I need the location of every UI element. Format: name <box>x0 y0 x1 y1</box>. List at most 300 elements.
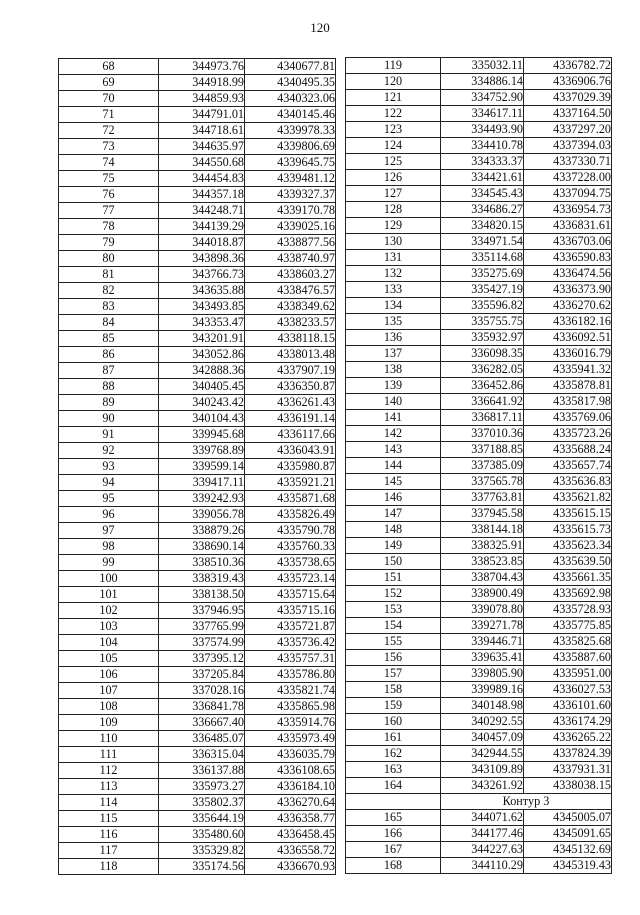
y-coordinate: 4335790.78 <box>245 523 336 539</box>
y-coordinate: 4335723.26 <box>524 426 612 442</box>
table-row <box>346 138 612 154</box>
table-row <box>59 731 336 747</box>
point-number: 131 <box>346 250 441 266</box>
table-row <box>346 762 612 778</box>
point-number: 145 <box>346 474 441 490</box>
point-number: 146 <box>346 490 441 506</box>
x-coordinate: 335275.69 <box>441 266 524 282</box>
table-row <box>59 459 336 475</box>
x-coordinate: 335644.19 <box>159 811 245 827</box>
y-coordinate: 4339327.37 <box>245 187 336 203</box>
point-number: 108 <box>59 699 159 715</box>
table-row <box>59 507 336 523</box>
table-row <box>346 362 612 378</box>
y-coordinate: 4337094.75 <box>524 186 612 202</box>
point-number: 95 <box>59 491 159 507</box>
table-row <box>59 427 336 443</box>
table-row <box>346 506 612 522</box>
x-coordinate: 338704.43 <box>441 570 524 586</box>
x-coordinate: 338510.36 <box>159 555 245 571</box>
table-row <box>346 234 612 250</box>
table-row <box>59 75 336 91</box>
point-number: 74 <box>59 155 159 171</box>
y-coordinate: 4339978.33 <box>245 123 336 139</box>
x-coordinate: 334421.61 <box>441 170 524 186</box>
x-coordinate: 339056.78 <box>159 507 245 523</box>
y-coordinate: 4337297.20 <box>524 122 612 138</box>
coordinates-table-right <box>345 57 612 874</box>
table-row <box>346 282 612 298</box>
y-coordinate: 4336184.10 <box>245 779 336 795</box>
point-number: 88 <box>59 379 159 395</box>
x-coordinate: 336485.07 <box>159 731 245 747</box>
point-number: 73 <box>59 139 159 155</box>
point-number: 96 <box>59 507 159 523</box>
table-row <box>59 827 336 843</box>
point-number: 71 <box>59 107 159 123</box>
table-row <box>346 682 612 698</box>
y-coordinate: 4340323.06 <box>245 91 336 107</box>
y-coordinate: 4336458.45 <box>245 827 336 843</box>
x-coordinate: 335755.75 <box>441 314 524 330</box>
x-coordinate: 335802.37 <box>159 795 245 811</box>
y-coordinate: 4335941.32 <box>524 362 612 378</box>
point-number: 79 <box>59 235 159 251</box>
point-number: 107 <box>59 683 159 699</box>
table-row <box>346 538 612 554</box>
table-row <box>346 58 612 74</box>
y-coordinate: 4336043.91 <box>245 443 336 459</box>
y-coordinate: 4345005.07 <box>524 810 612 826</box>
x-coordinate: 342888.36 <box>159 363 245 379</box>
table-row <box>346 314 612 330</box>
point-number: 168 <box>346 858 441 874</box>
point-number: 129 <box>346 218 441 234</box>
y-coordinate: 4345091.65 <box>524 826 612 842</box>
point-number: 77 <box>59 203 159 219</box>
table-row <box>346 842 612 858</box>
table-row <box>346 298 612 314</box>
y-coordinate: 4335621.82 <box>524 490 612 506</box>
x-coordinate: 344110.29 <box>441 858 524 874</box>
table-row <box>59 523 336 539</box>
table-row <box>59 571 336 587</box>
table-row <box>346 202 612 218</box>
x-coordinate: 340405.45 <box>159 379 245 395</box>
y-coordinate: 4335736.42 <box>245 635 336 651</box>
table-row <box>346 858 612 874</box>
table-row <box>59 171 336 187</box>
point-number: 97 <box>59 523 159 539</box>
y-coordinate: 4337330.71 <box>524 154 612 170</box>
x-coordinate: 344071.62 <box>441 810 524 826</box>
x-coordinate: 339599.14 <box>159 459 245 475</box>
x-coordinate: 339242.93 <box>159 491 245 507</box>
table-row <box>346 474 612 490</box>
table-row <box>59 539 336 555</box>
x-coordinate: 336098.35 <box>441 346 524 362</box>
table-row <box>59 651 336 667</box>
y-coordinate: 4335661.35 <box>524 570 612 586</box>
point-number: 89 <box>59 395 159 411</box>
contour-header-row <box>346 794 612 810</box>
y-coordinate: 4335760.33 <box>245 539 336 555</box>
point-number: 151 <box>346 570 441 586</box>
point-number: 117 <box>59 843 159 859</box>
point-number: 153 <box>346 602 441 618</box>
x-coordinate: 337010.36 <box>441 426 524 442</box>
x-coordinate: 342944.55 <box>441 746 524 762</box>
table-row <box>59 379 336 395</box>
point-number: 161 <box>346 730 441 746</box>
point-number: 103 <box>59 619 159 635</box>
table-row <box>59 747 336 763</box>
x-coordinate: 339989.16 <box>441 682 524 698</box>
x-coordinate: 334545.43 <box>441 186 524 202</box>
x-coordinate: 339417.11 <box>159 475 245 491</box>
y-coordinate: 4335623.34 <box>524 538 612 554</box>
y-coordinate: 4340145.46 <box>245 107 336 123</box>
y-coordinate: 4338349.62 <box>245 299 336 315</box>
point-number: 142 <box>346 426 441 442</box>
point-number: 70 <box>59 91 159 107</box>
point-number: 125 <box>346 154 441 170</box>
point-number: 130 <box>346 234 441 250</box>
y-coordinate: 4335688.24 <box>524 442 612 458</box>
y-coordinate: 4339170.78 <box>245 203 336 219</box>
x-coordinate: 338319.43 <box>159 571 245 587</box>
table-row <box>59 443 336 459</box>
x-coordinate: 334410.78 <box>441 138 524 154</box>
y-coordinate: 4336358.77 <box>245 811 336 827</box>
y-coordinate: 4336270.62 <box>524 298 612 314</box>
table-row <box>346 714 612 730</box>
coordinates-table-left <box>58 58 336 875</box>
x-coordinate: 343353.47 <box>159 315 245 331</box>
table-row <box>346 346 612 362</box>
x-coordinate: 339078.80 <box>441 602 524 618</box>
y-coordinate: 4335723.14 <box>245 571 336 587</box>
x-coordinate: 334971.54 <box>441 234 524 250</box>
x-coordinate: 340292.55 <box>441 714 524 730</box>
point-number: 84 <box>59 315 159 331</box>
table-row <box>346 826 612 842</box>
table-row <box>346 106 612 122</box>
y-coordinate: 4336350.87 <box>245 379 336 395</box>
y-coordinate: 4335980.87 <box>245 459 336 475</box>
point-number: 124 <box>346 138 441 154</box>
page-number: 120 <box>310 20 330 35</box>
x-coordinate: 338879.26 <box>159 523 245 539</box>
table-row <box>59 603 336 619</box>
x-coordinate: 344791.01 <box>159 107 245 123</box>
x-coordinate: 336817.11 <box>441 410 524 426</box>
x-coordinate: 338138.50 <box>159 587 245 603</box>
y-coordinate: 4337164.50 <box>524 106 612 122</box>
y-coordinate: 4336016.79 <box>524 346 612 362</box>
point-number: 68 <box>59 59 159 75</box>
point-number: 147 <box>346 506 441 522</box>
point-number: 165 <box>346 810 441 826</box>
point-number: 119 <box>346 58 441 74</box>
table-row <box>346 426 612 442</box>
point-number: 72 <box>59 123 159 139</box>
table-row <box>346 618 612 634</box>
table-row <box>59 59 336 75</box>
table-row <box>346 250 612 266</box>
point-number: 115 <box>59 811 159 827</box>
point-number: 93 <box>59 459 159 475</box>
y-coordinate: 4335825.68 <box>524 634 612 650</box>
table-row <box>59 123 336 139</box>
point-number: 163 <box>346 762 441 778</box>
table-row <box>59 475 336 491</box>
y-coordinate: 4345319.43 <box>524 858 612 874</box>
point-number: 127 <box>346 186 441 202</box>
point-number: 80 <box>59 251 159 267</box>
x-coordinate: 338690.14 <box>159 539 245 555</box>
table-row <box>346 122 612 138</box>
table-row <box>59 411 336 427</box>
x-coordinate: 344248.71 <box>159 203 245 219</box>
y-coordinate: 4335786.80 <box>245 667 336 683</box>
point-number: 139 <box>346 378 441 394</box>
y-coordinate: 4335865.98 <box>245 699 336 715</box>
point-number: 69 <box>59 75 159 91</box>
point-number: 121 <box>346 90 441 106</box>
table-row <box>346 602 612 618</box>
table-row <box>346 666 612 682</box>
x-coordinate: 339635.41 <box>441 650 524 666</box>
table-row <box>59 491 336 507</box>
x-coordinate: 344018.87 <box>159 235 245 251</box>
x-coordinate: 336667.40 <box>159 715 245 731</box>
x-coordinate: 335427.19 <box>441 282 524 298</box>
table-row <box>59 251 336 267</box>
x-coordinate: 336282.05 <box>441 362 524 378</box>
point-number: 110 <box>59 731 159 747</box>
y-coordinate: 4335826.49 <box>245 507 336 523</box>
point-number: 86 <box>59 347 159 363</box>
point-number: 90 <box>59 411 159 427</box>
point-number: 99 <box>59 555 159 571</box>
x-coordinate: 344357.18 <box>159 187 245 203</box>
table-row <box>59 283 336 299</box>
point-number: 166 <box>346 826 441 842</box>
point-number: 113 <box>59 779 159 795</box>
x-coordinate: 336452.86 <box>441 378 524 394</box>
table-row <box>346 778 612 794</box>
contour-title: Контур 3 <box>441 794 612 810</box>
point-number: 155 <box>346 634 441 650</box>
y-coordinate: 4337228.00 <box>524 170 612 186</box>
y-coordinate: 4335921.21 <box>245 475 336 491</box>
point-number: 118 <box>59 859 159 875</box>
table-row <box>59 219 336 235</box>
table-row <box>346 170 612 186</box>
point-number: 152 <box>346 586 441 602</box>
point-number: 83 <box>59 299 159 315</box>
point-number: 164 <box>346 778 441 794</box>
x-coordinate: 343052.86 <box>159 347 245 363</box>
point-number: 112 <box>59 763 159 779</box>
table-row <box>59 619 336 635</box>
table-row <box>346 730 612 746</box>
point-number: 122 <box>346 106 441 122</box>
y-coordinate: 4337029.39 <box>524 90 612 106</box>
y-coordinate: 4336670.93 <box>245 859 336 875</box>
x-coordinate: 334686.27 <box>441 202 524 218</box>
table-row <box>346 378 612 394</box>
table-row <box>346 746 612 762</box>
point-number: 120 <box>346 74 441 90</box>
x-coordinate: 340104.43 <box>159 411 245 427</box>
y-coordinate: 4338038.15 <box>524 778 612 794</box>
table-row <box>346 458 612 474</box>
x-coordinate: 344635.97 <box>159 139 245 155</box>
y-coordinate: 4336108.65 <box>245 763 336 779</box>
y-coordinate: 4335973.49 <box>245 731 336 747</box>
y-coordinate: 4335769.06 <box>524 410 612 426</box>
table-row <box>346 154 612 170</box>
point-number: 126 <box>346 170 441 186</box>
x-coordinate: 335329.82 <box>159 843 245 859</box>
y-coordinate: 4335728.93 <box>524 602 612 618</box>
table-row <box>59 139 336 155</box>
y-coordinate: 4336265.22 <box>524 730 612 746</box>
x-coordinate: 338325.91 <box>441 538 524 554</box>
x-coordinate: 340457.09 <box>441 730 524 746</box>
y-coordinate: 4335821.74 <box>245 683 336 699</box>
point-number: 138 <box>346 362 441 378</box>
y-coordinate: 4336092.51 <box>524 330 612 346</box>
point-number: 128 <box>346 202 441 218</box>
y-coordinate: 4335657.74 <box>524 458 612 474</box>
table-row <box>59 395 336 411</box>
table-row <box>59 235 336 251</box>
table-row <box>346 218 612 234</box>
y-coordinate: 4337931.31 <box>524 762 612 778</box>
x-coordinate: 337763.81 <box>441 490 524 506</box>
x-coordinate: 337028.16 <box>159 683 245 699</box>
table-row <box>59 203 336 219</box>
point-number: 160 <box>346 714 441 730</box>
table-row <box>346 634 612 650</box>
point-number: 104 <box>59 635 159 651</box>
y-coordinate: 4338233.57 <box>245 315 336 331</box>
x-coordinate: 340243.42 <box>159 395 245 411</box>
x-coordinate: 334820.15 <box>441 218 524 234</box>
table-row <box>59 795 336 811</box>
table-row <box>59 779 336 795</box>
point-number: 76 <box>59 187 159 203</box>
point-number: 150 <box>346 554 441 570</box>
y-coordinate: 4336831.61 <box>524 218 612 234</box>
y-coordinate: 4335951.00 <box>524 666 612 682</box>
y-coordinate: 4336270.64 <box>245 795 336 811</box>
y-coordinate: 4336954.73 <box>524 202 612 218</box>
x-coordinate: 344454.83 <box>159 171 245 187</box>
table-row <box>59 811 336 827</box>
point-number: 82 <box>59 283 159 299</box>
point-number: 136 <box>346 330 441 346</box>
y-coordinate: 4336117.66 <box>245 427 336 443</box>
table-row <box>346 650 612 666</box>
point-number: 141 <box>346 410 441 426</box>
y-coordinate: 4336261.43 <box>245 395 336 411</box>
y-coordinate: 4335817.98 <box>524 394 612 410</box>
table-row <box>59 347 336 363</box>
y-coordinate: 4335775.85 <box>524 618 612 634</box>
x-coordinate: 343201.91 <box>159 331 245 347</box>
x-coordinate: 344973.76 <box>159 59 245 75</box>
y-coordinate: 4336191.14 <box>245 411 336 427</box>
point-number: 134 <box>346 298 441 314</box>
table-row <box>59 331 336 347</box>
y-coordinate: 4335871.68 <box>245 491 336 507</box>
point-number: 94 <box>59 475 159 491</box>
table-row <box>346 586 612 602</box>
x-coordinate: 334333.37 <box>441 154 524 170</box>
point-number: 91 <box>59 427 159 443</box>
y-coordinate: 4338013.48 <box>245 347 336 363</box>
y-coordinate: 4339806.69 <box>245 139 336 155</box>
table-row <box>59 683 336 699</box>
x-coordinate: 344550.68 <box>159 155 245 171</box>
y-coordinate: 4335636.83 <box>524 474 612 490</box>
x-coordinate: 338523.85 <box>441 554 524 570</box>
point-number: 123 <box>346 122 441 138</box>
y-coordinate: 4336906.76 <box>524 74 612 90</box>
x-coordinate: 336641.92 <box>441 394 524 410</box>
point-number: 101 <box>59 587 159 603</box>
table-row <box>59 155 336 171</box>
y-coordinate: 4336703.06 <box>524 234 612 250</box>
x-coordinate: 343635.88 <box>159 283 245 299</box>
point-number: 133 <box>346 282 441 298</box>
table-row <box>59 667 336 683</box>
y-coordinate: 4335721.87 <box>245 619 336 635</box>
table-row <box>346 394 612 410</box>
point-number: 154 <box>346 618 441 634</box>
y-coordinate: 4338740.97 <box>245 251 336 267</box>
point-number: 137 <box>346 346 441 362</box>
x-coordinate: 339271.78 <box>441 618 524 634</box>
y-coordinate: 4335639.50 <box>524 554 612 570</box>
table-row <box>59 363 336 379</box>
y-coordinate: 4336101.60 <box>524 698 612 714</box>
y-coordinate: 4338603.27 <box>245 267 336 283</box>
point-number: 143 <box>346 442 441 458</box>
y-coordinate: 4335738.65 <box>245 555 336 571</box>
x-coordinate: 337765.99 <box>159 619 245 635</box>
contour-header-blank <box>346 794 441 810</box>
x-coordinate: 336315.04 <box>159 747 245 763</box>
y-coordinate: 4336373.90 <box>524 282 612 298</box>
x-coordinate: 334493.90 <box>441 122 524 138</box>
point-number: 81 <box>59 267 159 283</box>
y-coordinate: 4337394.03 <box>524 138 612 154</box>
x-coordinate: 335032.11 <box>441 58 524 74</box>
y-coordinate: 4335715.16 <box>245 603 336 619</box>
y-coordinate: 4338476.57 <box>245 283 336 299</box>
x-coordinate: 339805.90 <box>441 666 524 682</box>
x-coordinate: 336137.88 <box>159 763 245 779</box>
point-number: 159 <box>346 698 441 714</box>
point-number: 167 <box>346 842 441 858</box>
table-row <box>59 91 336 107</box>
x-coordinate: 335932.97 <box>441 330 524 346</box>
